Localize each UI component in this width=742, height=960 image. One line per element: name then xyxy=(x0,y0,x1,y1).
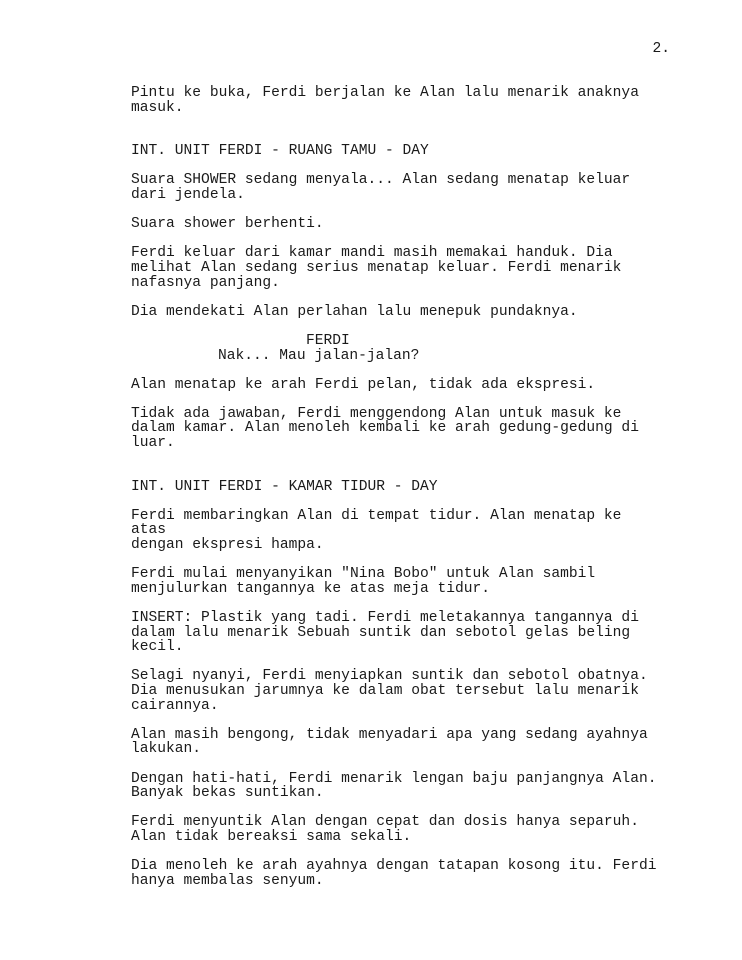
action-line: Dia menoleh ke arah ayahnya dengan tatapan kosong itu. Ferdi hanya membalas senyum. xyxy=(131,858,657,889)
action-line: Ferdi mulai menyanyikan "Nina Bobo" untuk Alan sambil menjulurkan tangannya ke atas meja tidur. xyxy=(131,566,596,597)
scene-heading: INT. UNIT FERDI - RUANG TAMU - DAY xyxy=(131,143,429,160)
action-line: Ferdi menyuntik Alan dengan cepat dan dosis hanya separuh. Alan tidak bereaksi sama sekali. xyxy=(131,814,639,845)
action-line: Selagi nyanyi, Ferdi menyiapkan suntik dan sebotol obatnya. Dia menusukan jarumnya ke dalam obat tersebut lalu menarik cairannya. xyxy=(131,668,648,714)
scene-heading: INT. UNIT FERDI - KAMAR TIDUR - DAY xyxy=(131,478,438,495)
action-line: Ferdi membaringkan Alan di tempat tidur. Alan menatap ke atas dengan ekspresi hampa. xyxy=(131,507,622,554)
action-line: Suara shower berhenti. xyxy=(131,216,324,233)
action-line: Alan menatap ke arah Ferdi pelan, tidak ada ekspresi. xyxy=(131,376,596,393)
dialogue-line: Nak... Mau jalan-jalan? xyxy=(218,347,420,364)
action-line: Dia mendekati Alan perlahan lalu menepuk pundaknya. xyxy=(131,303,578,320)
action-line: Tidak ada jawaban, Ferdi menggendong Alan untuk masuk ke dalam kamar. Alan menoleh kembali ke arah gedung-gedung di luar. xyxy=(131,405,639,452)
action-line: Alan masih bengong, tidak menyadari apa yang sedang ayahnya lakukan. xyxy=(131,726,648,758)
action-line: Suara SHOWER sedang menyala... Alan sedang menatap keluar dari jendela. xyxy=(131,172,631,203)
script-body xyxy=(131,86,661,903)
action-line: INSERT: Plastik yang tadi. Ferdi meletakannya tangannya di dalam lalu menarik Sebuah suntik dan sebotol gelas beling kecil. xyxy=(131,610,639,656)
action-line: Pintu ke buka, Ferdi berjalan ke Alan lalu menarik anaknya masuk. xyxy=(131,85,639,116)
page-number: 2. xyxy=(652,41,670,57)
character-name: FERDI xyxy=(306,332,350,349)
action-line: Ferdi keluar dari kamar mandi masih memakai handuk. Dia melihat Alan sedang serius menatap keluar. Ferdi menarik nafasnya panjang. xyxy=(131,245,622,291)
action-line: Dengan hati-hati, Ferdi menarik lengan baju panjangnya Alan. Banyak bekas suntikan. xyxy=(131,770,657,802)
